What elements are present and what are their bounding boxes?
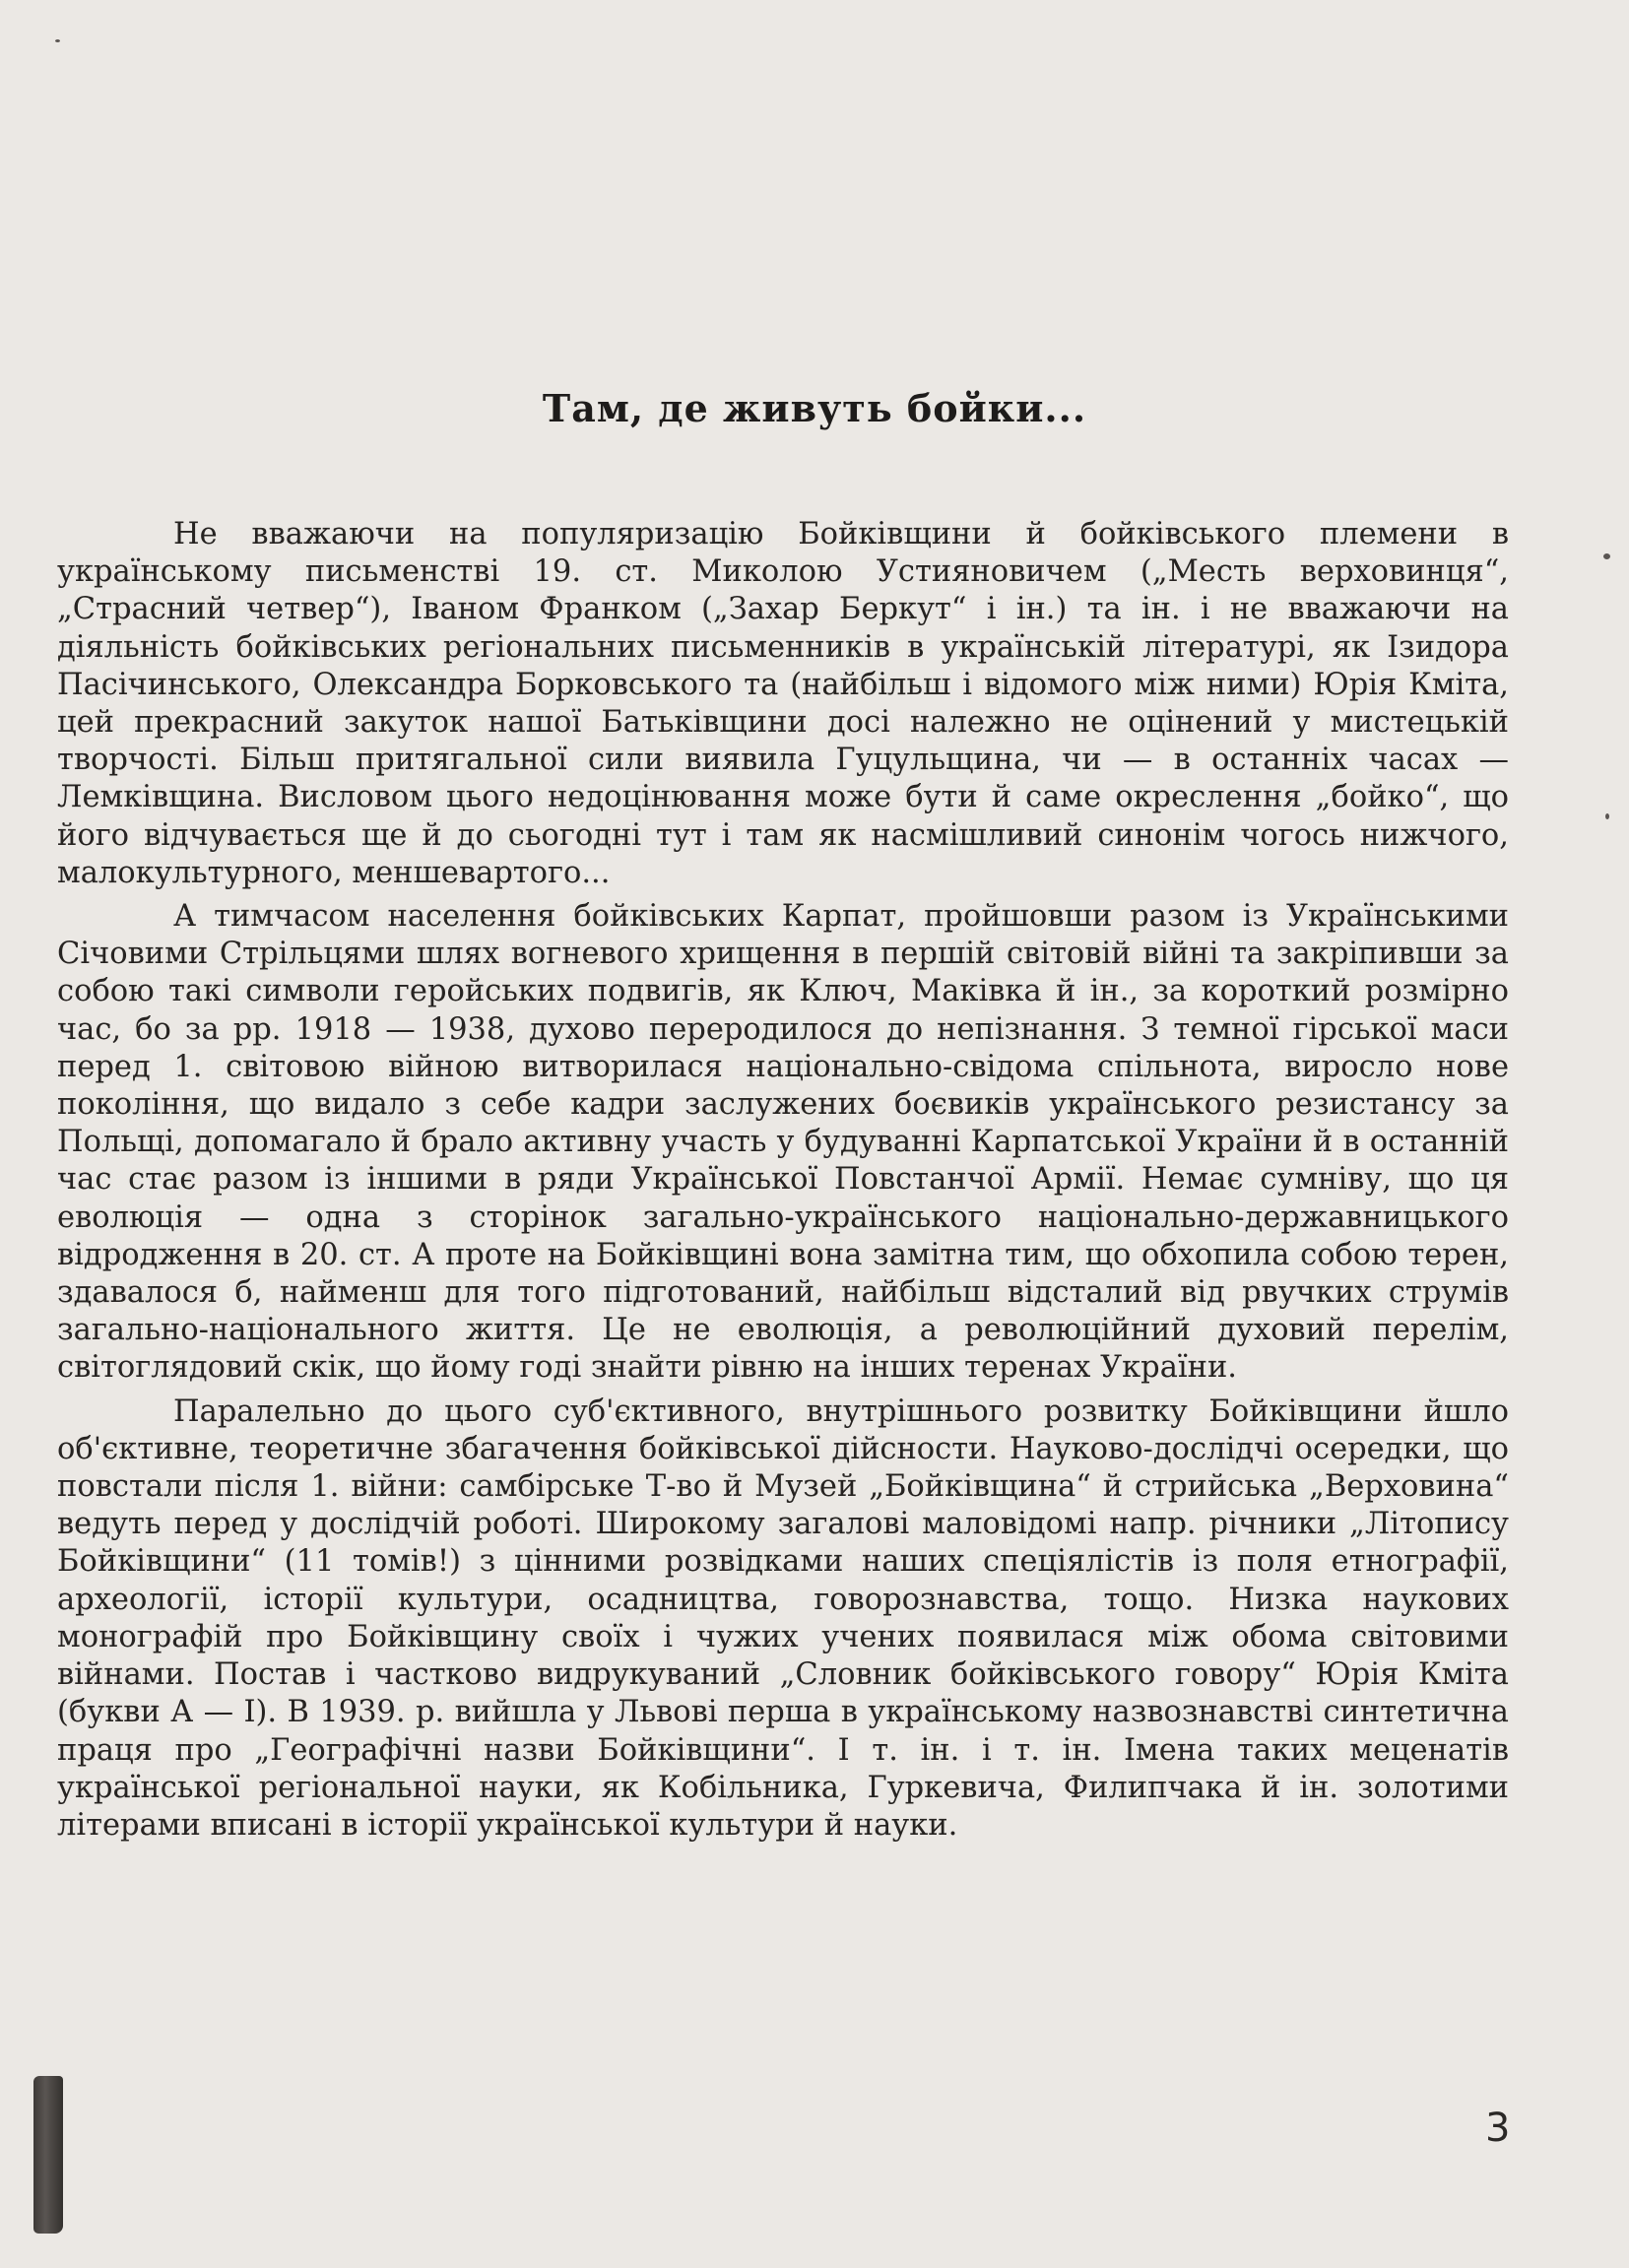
body-text	[57, 516, 1509, 1850]
paper-speck	[55, 39, 60, 42]
page-title: Там, де живуть бойки...	[542, 386, 1087, 430]
paragraph-3: Паралельно до цього суб'єктивного, внутрішнього розвитку Бойківщини йшло об'єктивне, теоретичне збагачення бойківської дійсности. Науково-дослідчі осередки, що повстали після 1. війни: самбірське Т-во й Музей „Бойківщина“ й стрийська „Верховина“ ведуть перед у дослідчій роботі. Широкому загалові маловідомі напр. річники „Літопису Бойківщини“ (11 томів!) з цінними розвідками наших спеціялістів із поля етнографії, археології, історії культури, осадництва, говорознавства, тощо. Низка наукових монографій про Бойківщину своїх і чужих учених появилася між обома світовими війнами. Постав і частково видрукуваний „Словник бойківського говору“ Юрія Кміта (букви А — І). В 1939. р. вийшла у Львові перша в українському назвознавстві синтетична праця про „Географічні назви Бойківщини“. І т. ін. і т. ін. Імена таких меценатів української регіональної науки, як Кобільника, Гуркевича, Филипчака й ін. золотими літерами вписані в історії української культури й науки.	[57, 1393, 1509, 1843]
paper-speck	[1603, 553, 1610, 559]
paragraph-1: Не вважаючи на популяризацію Бойківщини й бойківського племени в українському письменстві 19. ст. Миколою Устияновичем („Месть верховинця“, „Страсний четвер“), Іваном Франком („Захар Беркут“ і ін.) та ін. і не вважаючи на діяльність бойківських регіональних письменників в українській літературі, як Ізидора Пасічинського, Олександра Борковського та (найбільш і відомого між ними) Юрія Кміта, цей прекрасний закуток нашої Батьківщини досі належно не оцінений у мистецькій творчості. Більш притягальної сили виявила Гуцульщина, чи — в останніх часах — Лемківщина. Висловом цього недоцінювання може бути й саме окреслення „бойко“, що його відчувається ще й до сьогодні тут і там як насмішливий синонім чогось нижчого, малокультурного, меншевартого...	[57, 517, 1509, 890]
paragraph-2: А тимчасом населення бойківських Карпат, пройшовши разом із Українськими Січовими Стрільцями шлях вогневого хрищення в першій світовій війні та закріпивши за собою такі символи геройських подвигів, як Ключ, Маківка й ін., за короткий розмірно час, бо за рр. 1918 — 1938, духово переродилося до непізнання. З темної гірської маси перед 1. світовою війною витворилася національно-свідома спільнота, виросло нове покоління, що видало з себе кадри заслужених боєвиків українського резистансу за Польщі, допомагало й брало активну участь у будуванні Карпатської України й в останній час стає разом із іншими в ряди Української Повстанчої Армії. Немає сумніву, що ця еволюція — одна з сторінок загально-українського національно-державницького відродження в 20. ст. А проте на Бойківщині вона замітна тим, що обхопила собою терен, здавалося б, найменш для того підготований, найбільш відсталий від рвучких струмів загально-національного життя. Це не еволюція, а революційний духовий перелім, світоглядовий скік, що йому годі знайти рівню на інших теренах України.	[57, 899, 1509, 1386]
binding-mark	[33, 2076, 63, 2234]
paper-speck	[1605, 813, 1609, 819]
page-number: 3	[1485, 2106, 1511, 2151]
